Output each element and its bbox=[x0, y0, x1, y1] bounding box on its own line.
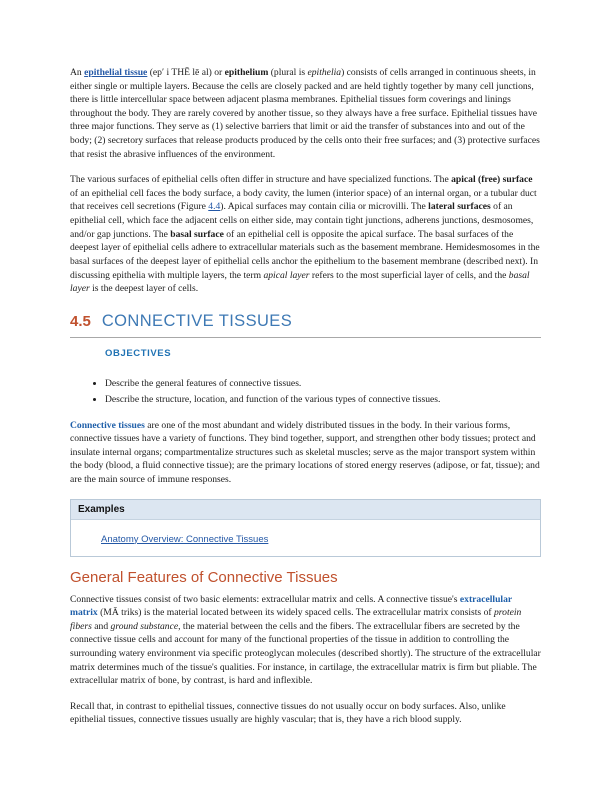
text-run: is the deepest layer of cells. bbox=[89, 283, 199, 295]
section-number: 4.5 bbox=[70, 312, 91, 330]
text-run: Recall that, in contrast to epithelial tissues, connective tissues do not usually occur on body surfaces. Also, unlike epithelial tissues, connective tissues usually are highly vascular; that is, they have a rich blood supply. bbox=[70, 700, 506, 726]
text-run: epithelium bbox=[224, 67, 269, 78]
text-run: protein fibers bbox=[70, 607, 522, 632]
text-run: , the material between the cells and the fibers. The extracellular fibers are secreted by the connective tissue cells and account for many of the functional properties of the tissue in addition to controlling the surrounding watery environment via specific proteoglycan molecules (described shortly). The structure of the extracellular matrix determines much of the tissue's qualities. For instance, in cartilage, the extracellular matrix is firm but pliable. The extracellular matrix of bone, by contrast, is hard and inflexible. bbox=[70, 620, 541, 687]
text-run: of an epithelial cell, which face the adjacent cells on either side, may contain tight junctions, adherens junctions, desmosomes, and/or gap junctions. The bbox=[70, 201, 534, 240]
objective-item: • Describe the structure, location, and function of the various types of connective tissues. bbox=[105, 393, 541, 407]
general-features-heading: General Features of Connective Tissues bbox=[70, 568, 338, 586]
page-content bbox=[70, 66, 541, 739]
text-run: basal surface bbox=[170, 228, 224, 240]
text-run: ). Apical surfaces may contain cilia or microvilli. The bbox=[220, 201, 429, 213]
paragraph-general-features bbox=[70, 593, 541, 688]
text-run: of an epithelial cell faces the body surface, a body cavity, the lumen (interior space) of an internal organ, or a tubular duct that receives cell secretions (Figure bbox=[70, 187, 537, 213]
text-run: ) consists of cells arranged in continuous sheets, in either single or multiple layers. Because the cells are closely packed and are held tightly together by many cell junctions, there is little intercellular space between adjacent plasma membranes. Epithelial tissues form coverings and linings throughout the body. They are rarely covered by another tissue, so they always have a free surface. Epithelial tissues have three major functions. They serve as (1) selective barriers that limit or aid the transfer of substances into and out of the body; (2) secretory surfaces that release products produced by the cells onto their free surfaces; and (3) protective surfaces that resist the abrasive influences of the environment. bbox=[70, 67, 540, 160]
inline-link[interactable]: 4.4 bbox=[208, 201, 221, 213]
anatomy-overview-link[interactable]: Anatomy Overview: Connective Tissues bbox=[101, 533, 269, 545]
paragraph-vascularity bbox=[70, 700, 541, 727]
paragraph-connective-overview bbox=[70, 419, 541, 487]
objectives-list bbox=[70, 377, 541, 407]
text-run: Connective tissues consist of two basic elements: extracellular matrix and cells. A connective tissue's bbox=[70, 593, 460, 605]
inline-link[interactable]: Connective tissues bbox=[70, 419, 145, 431]
section-heading bbox=[70, 312, 541, 331]
objectives-heading: OBJECTIVES bbox=[105, 347, 172, 359]
text-run: (plural is bbox=[268, 67, 308, 78]
examples-body bbox=[71, 520, 540, 556]
examples-header: Examples bbox=[71, 500, 540, 520]
text-run: ground substance bbox=[110, 620, 179, 632]
examples-box bbox=[70, 499, 541, 557]
objective-item: • Describe the general features of connective tissues. bbox=[105, 377, 541, 391]
text-run: and bbox=[91, 620, 111, 632]
text-run: apical layer bbox=[263, 269, 310, 281]
section-title: CONNECTIVE TISSUES bbox=[101, 311, 293, 330]
text-run: refers to the most superficial layer of cells, and the bbox=[309, 269, 509, 281]
text-run: basal layer bbox=[70, 269, 530, 295]
text-run: of an epithelial cell is opposite the apical surface. The basal surfaces of the deepest layer of epithelial cells adhere to extracellular materials such as the basement membrane. Hemidesmosomes in the basal surfaces of the deepest layer of epithelial cells anchor the epithelium to the basement membrane (described next). In discussing epithelia with multiple layers, the term bbox=[70, 228, 540, 281]
text-run: The various surfaces of epithelial cells often differ in structure and have specialized functions. The bbox=[70, 174, 452, 186]
text-run: epithelia bbox=[307, 67, 342, 78]
text-run: (MĀ triks) is the material located between its widely spaced cells. The extracellular matrix consists of bbox=[97, 607, 494, 619]
inline-link[interactable]: epithelial tissue bbox=[84, 67, 148, 78]
text-run: apical (free) surface bbox=[451, 174, 533, 186]
text-run: An bbox=[70, 67, 85, 78]
section-divider bbox=[70, 337, 541, 338]
inline-link[interactable]: extracellular matrix bbox=[70, 593, 512, 619]
paragraph-epithelial-intro bbox=[70, 66, 541, 161]
text-run: lateral surfaces bbox=[428, 201, 491, 213]
paragraph-epithelial-surfaces bbox=[70, 173, 541, 295]
text-run: are one of the most abundant and widely distributed tissues in the body. In their various forms, connective tissues have a variety of functions. They bind together, support, and strengthen other body tissues; protect and insulate internal organs; compartmentalize structures such as skeletal muscles; serve as the major transport system within the body (blood, a fluid connective tissue); are the primary locations of stored energy reserves (adipose, or fat, tissue); and are the main source of immune responses. bbox=[70, 419, 540, 485]
text-run: (ep′ i THĒ lē al) or bbox=[147, 67, 225, 78]
